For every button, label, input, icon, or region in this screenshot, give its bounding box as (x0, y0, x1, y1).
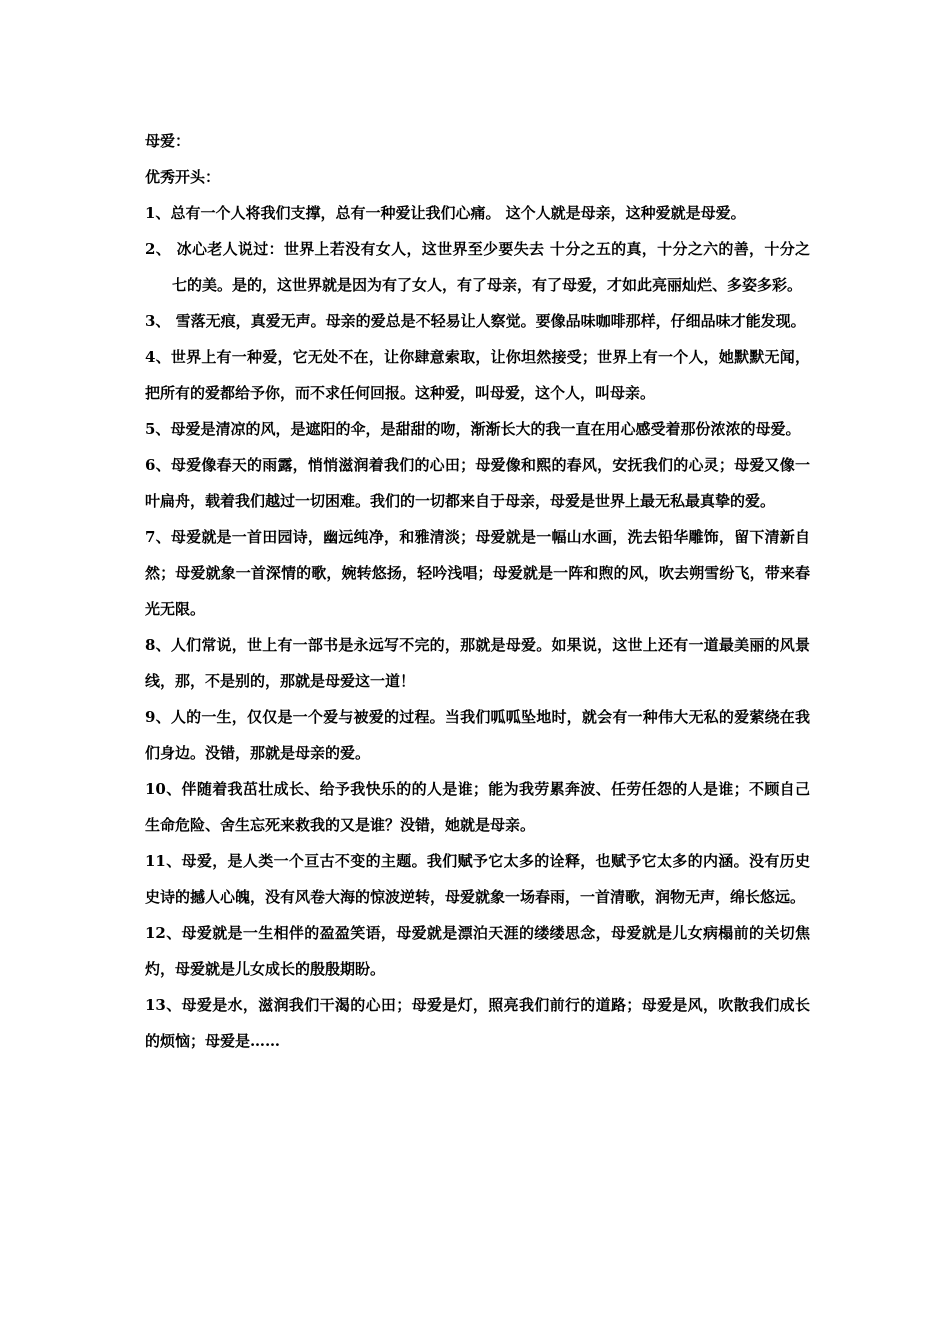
list-item-8 (145, 627, 810, 699)
document-subtitle: 优秀开头： (145, 168, 221, 186)
item-text: 母爱是清凉的风，是遮阳的伞，是甜甜的吻，渐渐长大的我一直在用心感受着那份浓浓的母爱。 (170, 420, 801, 438)
item-text: 伴随着我茁壮成长、给予我快乐的的人是谁；能为我劳累奔波、任劳任怨的人是谁；不顾自己生命危险、舍生忘死来救我的又是谁？没错，她就是母亲。 (145, 780, 810, 834)
item-number: 9、 (145, 708, 171, 726)
item-number: 12、 (145, 924, 182, 942)
list-item-10 (145, 771, 810, 843)
item-number: 8、 (145, 636, 171, 654)
item-text: 冰心老人说过：世界上若没有女人，这世界至少要失去 十分之五的真，十分之六的善，十分之七的美。是的，这世界就是因为有了女人，有了母亲，有了母爱，才如此亮丽灿烂、多姿多彩。 (171, 240, 811, 294)
list-item-13 (145, 987, 810, 1059)
item-text: 母爱像春天的雨露，悄悄滋润着我们的心田；母爱像和熙的春风，安抚我们的心灵；母爱又像一叶扁舟，载着我们越过一切困难。我们的一切都来自于母亲，母爱是世界上最无私最真挚的爱。 (145, 456, 810, 510)
list-item-9 (145, 699, 810, 771)
document-title: 母爱： (145, 132, 191, 150)
item-number: 2、 (145, 240, 172, 258)
list-item-4 (145, 339, 810, 411)
item-number: 6、 (145, 456, 171, 474)
item-text: 母爱就是一首田园诗，幽远纯净，和雅清淡；母爱就是一幅山水画，洗去铅华雕饰，留下清新自然；母爱就象一首深情的歌，婉转悠扬，轻吟浅唱；母爱就是一阵和煦的风，吹去朔雪纷飞，带来春光无限。 (145, 528, 810, 618)
item-number: 1、 (145, 204, 171, 222)
item-number: 4、 (145, 348, 171, 366)
list-item-2 (145, 231, 810, 303)
item-number: 11、 (145, 852, 182, 870)
list-item-12 (145, 915, 810, 987)
list-item-5 (145, 411, 810, 447)
item-text: 总有一个人将我们支撑，总有一种爱让我们心痛。 这个人就是母亲，这种爱就是母爱。 (170, 204, 746, 222)
list-item-7 (145, 519, 810, 627)
item-number: 7、 (145, 528, 171, 546)
item-text: 人的一生，仅仅是一个爱与被爱的过程。当我们呱呱坠地时，就会有一种伟大无私的爱萦绕在我们身边。没错，那就是母亲的爱。 (145, 708, 810, 762)
item-text: 母爱，是人类一个亘古不变的主题。我们赋予它太多的诠释，也赋予它太多的内涵。没有历史史诗的撼人心魄，没有风卷大海的惊波逆转，母爱就象一场春雨，一首清歌，润物无声，绵长悠远。 (145, 852, 810, 906)
list-item-6 (145, 447, 810, 519)
item-number: 10、 (145, 780, 182, 798)
list-item-11 (145, 843, 810, 915)
item-text: 母爱就是一生相伴的盈盈笑语，母爱就是漂泊天涯的缕缕思念，母爱就是儿女病榻前的关切焦灼，母爱就是儿女成长的殷殷期盼。 (145, 924, 810, 978)
item-number: 5、 (145, 420, 171, 438)
document-body (145, 123, 810, 1059)
item-text: 雪落无痕，真爱无声。母亲的爱总是不轻易让人察觉。要像品味咖啡那样，仔细品味才能发现。 (170, 312, 806, 330)
item-text: 人们常说，世上有一部书是永远写不完的，那就是母爱。如果说，这世上还有一道最美丽的风景线，那，不是别的，那就是母爱这一道！ (145, 636, 810, 690)
item-number: 3、 (145, 312, 171, 330)
item-text: 世界上有一种爱，它无处不在，让你肆意索取，让你坦然接受；世界上有一个人，她默默无闻，把所有的爱都给予你，而不求任何回报。这种爱，叫母爱，这个人，叫母亲。 (145, 348, 810, 402)
item-text: 母爱是水，滋润我们干渴的心田；母爱是灯，照亮我们前行的道路；母爱是风，吹散我们成长的烦恼；母爱是…… (145, 996, 810, 1050)
list-item-1 (145, 195, 810, 231)
list-item-3 (145, 303, 810, 339)
item-number: 13、 (145, 996, 182, 1014)
